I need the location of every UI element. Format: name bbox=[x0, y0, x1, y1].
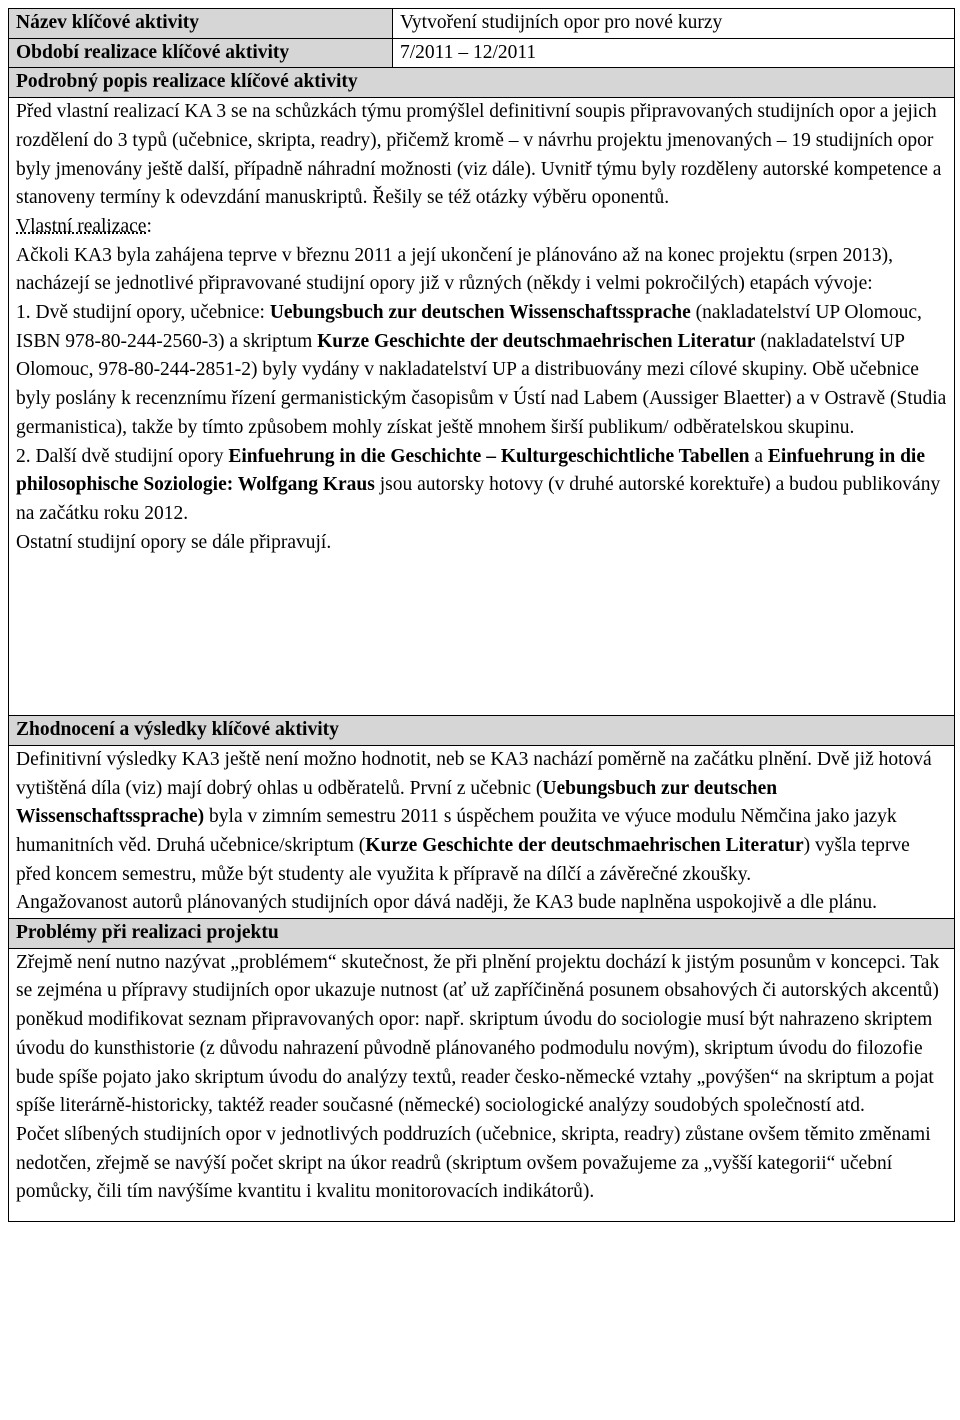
item2-text-1: 2. Další dvě studijní opory bbox=[16, 445, 229, 467]
evaluation-heading-row bbox=[9, 716, 955, 746]
activity-report-table bbox=[8, 8, 955, 1222]
activity-name-value: Vytvoření studijních opor pro nové kurzy bbox=[393, 9, 955, 39]
item1-text-1: 1. Dvě studijní opory, učebnice: bbox=[16, 302, 270, 324]
evaluation-paragraph-1 bbox=[16, 746, 947, 890]
evaluation-text-1: Definitivní výsledky KA3 ještě není možno hodnotit, neb se KA3 nachází poměrně na začátku plnění. Dvě již hotová vytištěná díla (viz) mají dobrý ohlas u odběratelů. První z učebnic ( bbox=[16, 748, 932, 799]
item2-text-2: a bbox=[749, 445, 768, 467]
evaluation-paragraph-2: Angažovanost autorů plánovaných studijních opor dává naději, že KA3 bude naplněna uspokojivě a dle plánu. bbox=[16, 892, 878, 914]
item1-text-2: (nakladatelství UP Olomouc, ISBN 978-80-244-2560-3) a skriptum bbox=[16, 302, 922, 352]
list-item-1 bbox=[16, 299, 947, 443]
evaluation-body bbox=[9, 745, 955, 918]
realization-text: Ačkoli KA3 byla zahájena teprve v březnu 2011 a její ukončení je plánováno až na konec projektu (srpen 2013), nacházejí se jednotlivé připravované studijní opory již v různých (někdy i velmi pokročilých) etapách vývoje: bbox=[16, 244, 894, 295]
item2-title-1: Einfuehrung in die Geschichte – Kulturgeschichtliche Tabellen bbox=[228, 445, 750, 467]
description-closing: Ostatní studijní opory se dále připravují. bbox=[16, 531, 332, 553]
realization-paragraph bbox=[16, 213, 947, 299]
evaluation-text-2: byla v zimním semestru 2011 s úspěchem použita ve výuce modulu Němčina jako jazyk humanitních věd. Druhá učebnice/skriptum ( bbox=[16, 806, 897, 856]
activity-name-row bbox=[9, 9, 955, 39]
item1-text-3: (nakladatelství UP Olomouc, 978-80-244-2851-2) byly vydány v nakladatelství UP a distribuovány mezi cílové skupiny. Obě učebnice byly poslány k recenznímu řízení germanistickým časopisům v Ústí nad Labem (Aussiger Blaetter) a v Ostravě (Studia germanistica), takže by tímto způsobem mohly získat ještě mnohem širší publikum/ odběratelskou skupinu. bbox=[16, 330, 947, 438]
item1-title-1: Uebungsbuch zur deutschen Wissenschaftssprache bbox=[269, 302, 691, 324]
evaluation-heading: Zhodnocení a výsledky klíčové aktivity bbox=[9, 716, 955, 746]
evaluation-title-2: Kurze Geschichte der deutschmaehrischen Literatur bbox=[365, 834, 804, 856]
problems-heading-row bbox=[9, 919, 955, 949]
activity-period-row bbox=[9, 38, 955, 68]
description-body bbox=[9, 98, 955, 716]
activity-name-label: Název klíčové aktivity bbox=[9, 9, 393, 39]
item1-title-2: Kurze Geschichte der deutschmaehrischen Literatur bbox=[317, 330, 756, 352]
problems-heading: Problémy při realizaci projektu bbox=[9, 919, 955, 949]
description-heading-row bbox=[9, 68, 955, 98]
problems-body bbox=[9, 948, 955, 1221]
item2-title-2: Einfuehrung in die philosophische Soziologie: Wolfgang Kraus bbox=[16, 445, 926, 496]
evaluation-title-1: Uebungsbuch zur deutschen Wissenschaftssprache) bbox=[16, 777, 778, 828]
description-body-row bbox=[9, 98, 955, 716]
realization-label: Vlastní realizace bbox=[16, 215, 147, 237]
activity-period-label: Období realizace klíčové aktivity bbox=[9, 38, 393, 68]
problems-paragraph-2: Počet slíbených studijních opor v jednotlivých poddruzích (učebnice, skripta, readry) zůstane ovšem těmito změnami nedotčen, zřejmě se navýší počet skript na úkor readrů (skriptum ovšem považujeme za „vyšší kategorii“ učební pomůcky, čili tím navýšíme kvantitu i kvalitu monitorovacích indikátorů). bbox=[16, 1123, 931, 1203]
problems-paragraph-1: Zřejmě není nutno nazývat „problémem“ skutečnost, že při plnění projektu dochází k jistým posunům v koncepci. Tak se zejména u přípravy studijních opor ukazuje nutnost (ať už zapříčiněná posunem obsahových či autorských akcentů) poněkud modifikovat seznam připravovaných opor: např. skriptum úvodu do sociologie musí být nahrazeno skriptem úvodu do kunsthistorie (z důvodu nahrazení původně plánovaného podmodulu novým), skriptum úvodu do filozofie bude spíše pojato jako skriptum úvodu do analýzy textů, reader česko-německé vztahy „povýšen“ na skriptum a pojat spíše literárně-historicky, taktéž reader současné (německé) sociologické analýzy soudobých společností atd. bbox=[16, 951, 940, 1117]
evaluation-body-row bbox=[9, 745, 955, 918]
problems-body-row bbox=[9, 948, 955, 1221]
description-heading: Podrobný popis realizace klíčové aktivity bbox=[9, 68, 955, 98]
realization-colon: : bbox=[146, 215, 152, 237]
activity-period-value: 7/2011 – 12/2011 bbox=[393, 38, 955, 68]
item2-text-3: jsou autorsky hotovy (v druhé autorské korektuře) a budou publikovány na začátku roku 2012. bbox=[16, 474, 941, 524]
list-item-2 bbox=[16, 443, 947, 529]
evaluation-text-3: ) vyšla teprve před koncem semestru, může být studenty ale využita k přípravě na dílčí a závěrečné zkoušky. bbox=[16, 834, 910, 885]
description-intro: Před vlastní realizací KA 3 se na schůzkách týmu promýšlel definitivní soupis připravovaných studijních opor a jejich rozdělení do 3 typů (učebnice, skripta, readry), přičemž kromě – v návrhu projektu jmenovaných – 19 studijních opor byly jmenovány ještě další, případně náhradní možnosti (viz dále). Uvnitř týmu byly rozděleny autorské kompetence a stanoveny termíny k odevzdání manuskriptů. Řešily se též otázky výběru oponentů. bbox=[16, 101, 942, 209]
